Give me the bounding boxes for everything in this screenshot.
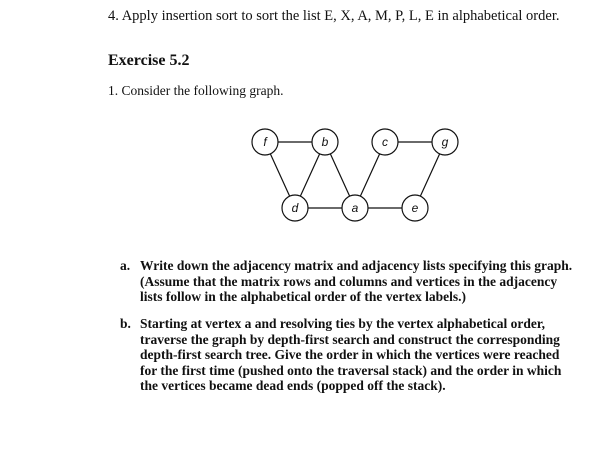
- part-a-line: Write down the adjacency matrix and adjacency lists specifying this graph.: [140, 258, 573, 273]
- exercise-4-text: 4. Apply insertion sort to sort the list E, X, A, M, P, L, E in alphabetical order.: [108, 8, 560, 24]
- edge-g-e: [420, 154, 439, 196]
- vertex-a: [342, 195, 368, 221]
- vertex-label: b: [321, 135, 329, 149]
- vertex-e: [402, 195, 428, 221]
- part-b-line: for the first time (pushed onto the traversal stack) and the order in which: [140, 362, 562, 378]
- vertex-label: d: [291, 201, 299, 215]
- vertex-label: g: [441, 135, 449, 149]
- part-a-line: (Assume that the matrix rows and columns and vertices in the adjacency: [140, 273, 558, 289]
- vertex-label: e: [411, 201, 419, 215]
- vertex-g: [432, 129, 458, 155]
- vertex-d: [282, 195, 308, 221]
- edge-b-a: [330, 154, 349, 196]
- edge-b-d: [300, 154, 319, 196]
- part-b-line: depth-first search tree. Give the order in which the vertices were reached: [140, 347, 560, 363]
- part-b-line: the vertices became dead ends (popped off the stack).: [140, 378, 446, 394]
- part-a-line: lists follow in the alphabetical order of the vertex labels.): [140, 289, 466, 305]
- edge-f-d: [270, 154, 289, 196]
- edge-c-a: [360, 154, 379, 196]
- vertex-label: a: [351, 201, 359, 215]
- part-a-label: a.: [120, 258, 131, 273]
- part-b-line: traverse the graph by depth-first search and construct the corresponding: [140, 331, 560, 347]
- part-b-label: b.: [120, 316, 131, 331]
- graph-vertices: [252, 129, 458, 221]
- graph-figure: [240, 122, 470, 227]
- section-title: Exercise 5.2: [108, 52, 190, 69]
- vertex-label: f: [263, 135, 267, 149]
- vertex-f: [252, 129, 278, 155]
- question-1-text: 1. Consider the following graph.: [108, 83, 284, 98]
- vertex-label: c: [382, 135, 388, 149]
- vertex-c: [372, 129, 398, 155]
- part-b-line: Starting at vertex a and resolving ties by the vertex alphabetical order,: [140, 316, 545, 331]
- vertex-b: [312, 129, 338, 155]
